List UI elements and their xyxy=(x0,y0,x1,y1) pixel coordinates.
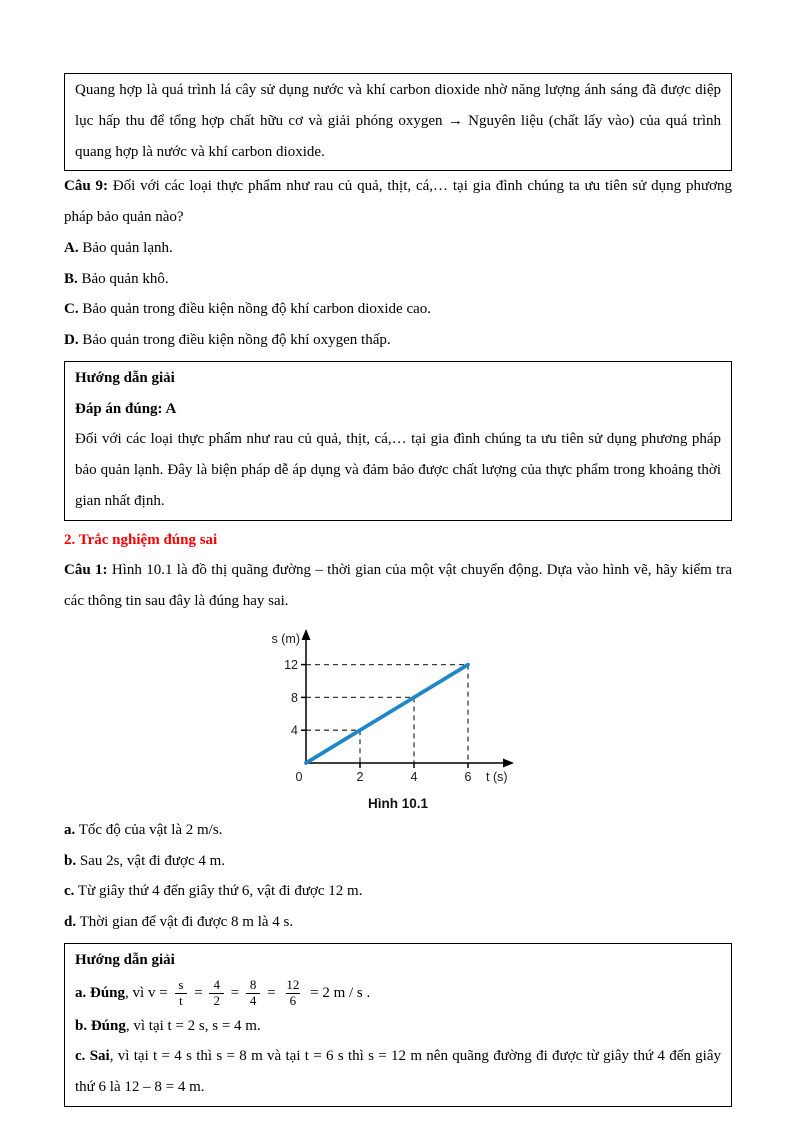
intro-box xyxy=(64,73,732,171)
solution-1c-verdict: c. Sai xyxy=(75,1048,110,1065)
figure-10-1 xyxy=(64,625,732,811)
question-9-option-a xyxy=(64,233,732,264)
option-c-text: Bảo quản trong điều kiện nồng độ khí carbon dioxide cao. xyxy=(78,301,432,318)
solution-1c-text: , vì tại t = 4 s thì s = 8 m và tại t = 6 s thì s = 12 m nên quãng đường đi được từ giây thứ 4 đến giây thứ 6 là 12 – 8 = 4 m. xyxy=(75,1048,721,1095)
section-2-heading: 2. Trắc nghiệm đúng sai xyxy=(64,531,218,548)
solution-1a-lead: , vì xyxy=(125,984,148,1001)
statement-d xyxy=(64,907,732,938)
solution-1c xyxy=(75,1041,721,1103)
solution-1a xyxy=(75,976,721,1011)
option-a-label: A. xyxy=(64,239,79,256)
fraction-s-t: $\frac{s}{t}$ xyxy=(174,978,187,1009)
solution-9-box xyxy=(64,361,732,521)
solution-1a-verdict: a. Đúng xyxy=(75,984,126,1001)
y-axis-label: s (m) xyxy=(271,631,300,646)
solution-1-title: Hướng dẫn giải xyxy=(75,951,175,968)
question-9-option-d xyxy=(64,325,732,356)
question-9-label: Câu 9: xyxy=(64,178,109,195)
statement-c-text: Từ giây thứ 4 đến giây thứ 6, vật đi được 12 m. xyxy=(74,883,363,900)
question-9-text: Đối với các loại thực phẩm như rau củ quả, thịt, cá,… tại gia đình chúng ta ưu tiên sử dụng phương pháp bảo quản nào? xyxy=(64,178,733,225)
statement-d-label: d. xyxy=(64,914,77,930)
y-ticks xyxy=(284,658,306,738)
option-b-text: Bảo quản khô. xyxy=(77,270,169,287)
fraction-8-4: $\frac{8}{4}$ xyxy=(246,978,261,1009)
question-1 xyxy=(64,555,732,617)
velocity-formula: v = $\frac{s}{t}$ = $\frac{4}{2}$ = $\frac{8}{4}$ = $\frac{12}{6}$ = 2 m / s . xyxy=(147,976,371,1008)
fraction-12-6: $\frac{12}{6}$ xyxy=(286,976,300,1008)
option-c-label: C. xyxy=(64,301,79,318)
distance-time-chart xyxy=(258,625,538,789)
solution-9-title: Hướng dẫn giải xyxy=(75,369,175,386)
statement-b xyxy=(64,846,732,877)
figure-caption: Hình 10.1 xyxy=(367,795,429,811)
option-d-label: D. xyxy=(64,332,79,348)
svg-text:8: 8 xyxy=(291,690,298,705)
solution-1b-text: , vì tại t = 2 s, s = 4 m. xyxy=(125,1017,261,1034)
statement-a xyxy=(64,815,732,846)
option-b-label: B. xyxy=(64,270,78,287)
svg-text:4: 4 xyxy=(410,769,418,784)
statement-a-label: a. xyxy=(64,821,76,838)
statement-c-label: c. xyxy=(64,883,75,900)
question-1-text: Hình 10.1 là đồ thị quãng đường – thời gian của một vật chuyển động. Dựa vào hình vẽ, hãy kiểm tra các thông tin sau đây là đúng hay sai. xyxy=(64,562,733,609)
statement-b-label: b. xyxy=(64,852,77,869)
question-1-label: Câu 1: xyxy=(64,562,108,579)
solution-1b xyxy=(75,1011,721,1042)
svg-text:4: 4 xyxy=(291,723,298,738)
svg-text:2: 2 xyxy=(356,769,364,784)
statement-c xyxy=(64,876,732,907)
origin-label: 0 xyxy=(295,769,303,784)
option-d-text: Bảo quản trong điều kiện nồng độ khí oxygen thấp. xyxy=(78,332,391,348)
question-9-option-c xyxy=(64,294,732,325)
solution-1b-verdict: b. Đúng xyxy=(75,1017,126,1034)
option-a-text: Bảo quản lạnh. xyxy=(78,239,173,256)
distance-time-line xyxy=(306,664,468,762)
svg-text:12: 12 xyxy=(284,657,298,672)
y-axis-arrow-icon xyxy=(302,629,311,640)
fraction-4-2: $\frac{4}{2}$ xyxy=(209,978,224,1009)
statement-b-text: Sau 2s, vật đi được 4 m. xyxy=(76,852,226,869)
question-9 xyxy=(64,171,732,233)
solution-9-explanation: Đối với các loại thực phẩm như rau củ quả, thịt, cá,… tại gia đình chúng ta ưu tiên sử dụng phương pháp bảo quản lạnh. Đây là biện pháp dễ áp dụng và đảm bảo được chất lượng của thực phẩm trong khoảng thời gian nhất định. xyxy=(75,431,721,509)
statement-d-text: Thời gian để vật đi được 8 m là 4 s. xyxy=(76,914,294,930)
svg-text:6: 6 xyxy=(464,769,472,784)
solution-9-answer: Đáp án đúng: A xyxy=(75,400,177,417)
question-9-option-b xyxy=(64,264,732,295)
statement-a-text: Tốc độ của vật là 2 m/s. xyxy=(75,821,223,838)
solution-1-box xyxy=(64,943,732,1107)
x-axis-arrow-icon xyxy=(503,758,514,767)
x-ticks xyxy=(357,763,472,784)
intro-text: Quang hợp là quá trình lá cây sử dụng nước và khí carbon dioxide nhờ năng lượng ánh sáng đã được diệp lục hấp thu để tổng hợp chất hữu cơ và giải phóng oxygen → Nguyên liệu (chất lấy vào) của quá trình quang hợp là nước và khí carbon dioxide. xyxy=(75,82,721,160)
x-axis-label: t (s) xyxy=(486,769,508,784)
